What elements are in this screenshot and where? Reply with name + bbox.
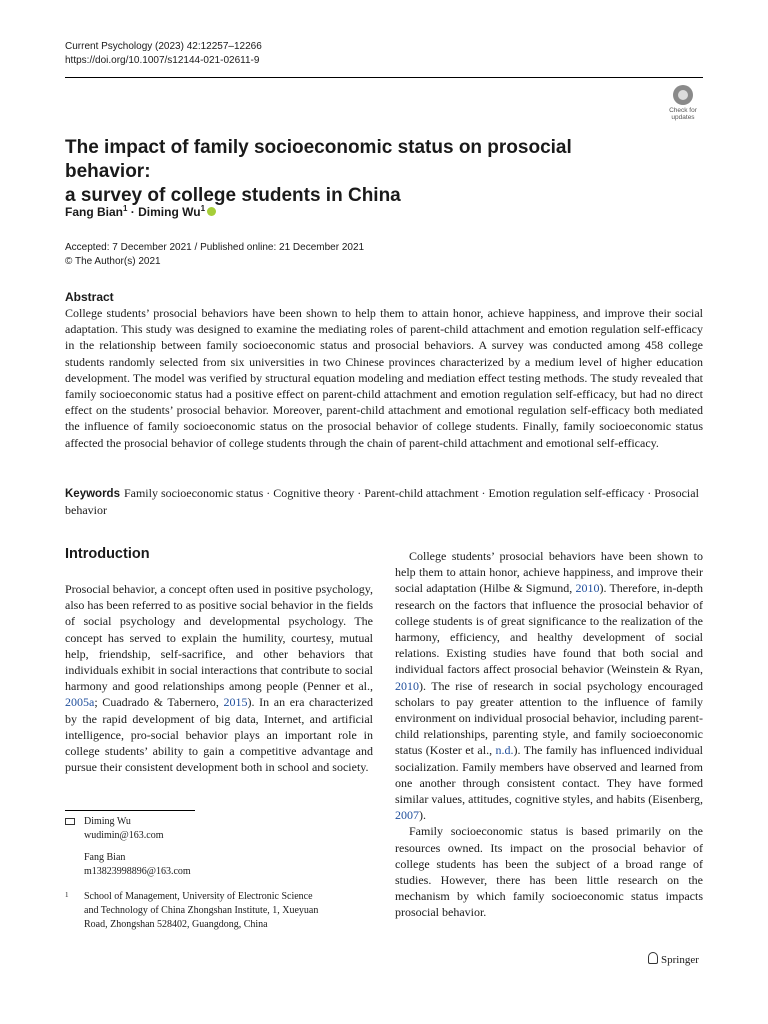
section-heading-introduction: Introduction bbox=[65, 546, 150, 562]
publisher-logo bbox=[648, 952, 699, 966]
author-name[interactable]: Diming Wu bbox=[138, 205, 201, 219]
header-divider bbox=[65, 77, 703, 78]
abstract-heading: Abstract bbox=[65, 290, 114, 304]
affiliation-marker: 1 bbox=[200, 204, 206, 213]
contact-name: Diming Wu bbox=[84, 816, 131, 827]
abstract-text: College students’ prosocial behaviors have been shown to help them to attain honor, achieve happiness, and improve their social adaptation. This study was designed to examine the mediating roles of parent-child attachment and emotion regulation self-efficacy in the relationship between family socioeconomic status and prosocial behaviors. A survey was conducted among 458 college students randomly selected from six universities in two Chinese provinces characterized by a medium level of higher education development. The model was verified by structural equation modeling and mediation effect testing methods. The study revealed that family socioeconomic status had a positive effect on parent-child attachment and emotion regulation self-efficacy, but had no direct effect on the students’ prosocial behavior. Moreover, parent-child attachment and emotional regulation self-efficacy both mediated the influence of family socioeconomic status on the prosocial behavior of college students. Finally, family socioeconomic status affected the prosocial behavior of college students through the chain of parent-child attachment and emotional self-efficacy. bbox=[65, 306, 703, 450]
citation-link[interactable]: 2005a bbox=[65, 695, 95, 710]
body-paragraph: College students’ prosocial behaviors have been shown to help them to attain honor, achieve happiness, and improve their social adaptation (Hilbe & Sigmund, 2010). Therefore, in-depth research on the factors that influence the prosocial behavior of college students is of great significance to the realization of the harmony, efficiency, and healthy development of social relations. Existing studies have found that both social and individual factors affect prosocial behavior (Weinstein & Ryan, 2010). The rise of research in social psychology encouraged scholars to pay greater attention to the influence of family environment on individual prosocial behavior, including parent-child relationships, parenting style, and family socioeconomic status (Koster et al., n.d.). The family has influenced individual socialization. Family members have observed and learned from one another through consistent contact. They have formed similar values, attitudes, cognitive styles, and habits (Eisenberg, 2007). bbox=[395, 549, 703, 823]
envelope-icon bbox=[65, 818, 75, 825]
affiliation-number: 1 bbox=[65, 891, 69, 899]
body-paragraph: Prosocial behavior, a concept often used in positive psychology, also has been referred to as positive social behavior in the fields of social psychology and developmental psychology. The concept has served to explain the humility, courtesy, mutual help, friendship, self-sacrifice, and other behaviors that individuals exhibit in social interactions that contribute to social harmony and good relationships among people (Penner et al., 2005a; Cuadrado & Tabernero, 2015). In an era characterized by the rapid development of big data, Internet, and artificial intelligence, pro-social behavior plays an important role in college students’ ability to gain a competitive advantage and pursue their consistent development both in school and society. bbox=[65, 582, 373, 775]
author-list bbox=[65, 204, 216, 219]
journal-header bbox=[65, 40, 262, 68]
keywords-label: Keywords bbox=[65, 488, 120, 500]
check-updates-icon bbox=[673, 85, 693, 105]
citation-link[interactable]: 2010 bbox=[395, 678, 419, 693]
check-updates-label: Check for updates bbox=[669, 107, 697, 121]
author-separator: · bbox=[127, 205, 139, 219]
springer-horse-icon bbox=[648, 952, 658, 964]
check-for-updates-button[interactable] bbox=[664, 84, 702, 124]
publication-info bbox=[65, 241, 364, 269]
keywords bbox=[65, 485, 703, 518]
contact-name: Fang Bian bbox=[84, 852, 126, 863]
keywords-text: Family socioeconomic status · Cognitive theory · Parent-child attachment · Emotion regulation self-efficacy · Prosocial behavior bbox=[65, 486, 699, 517]
author-name[interactable]: Fang Bian bbox=[65, 205, 124, 219]
doi-link[interactable]: https://doi.org/10.1007/s12144-021-02611-9 bbox=[65, 55, 260, 66]
affiliation-text: School of Management, University of Electronic Science and Technology of China Zhongshan Institute, 1, Xueyuan Road, Zhongshan 528402, Guangdong, China bbox=[84, 891, 319, 930]
right-column bbox=[395, 548, 703, 921]
citation-link[interactable]: 2010 bbox=[575, 581, 600, 596]
title-line-1: The impact of family socioeconomic status on prosocial behavior: bbox=[65, 137, 572, 182]
body-paragraph: Family socioeconomic status is based primarily on the resources owned. Its impact on the prosocial behavior of college students has been the subject of a broad range of studies. However, there has been little research on the mechanism by which family socioeconomic status impacts prosocial behavior. bbox=[395, 824, 703, 920]
citation-link[interactable]: n.d. bbox=[495, 743, 514, 758]
footnote-divider bbox=[65, 810, 195, 811]
orcid-icon[interactable] bbox=[207, 207, 216, 216]
correspondence-contacts bbox=[84, 815, 191, 879]
citation-link[interactable]: 2007 bbox=[395, 808, 419, 823]
journal-citation: Current Psychology (2023) 42:12257–12266 bbox=[65, 41, 262, 52]
copyright-notice: © The Author(s) 2021 bbox=[65, 256, 161, 267]
citation-link[interactable]: 2015 bbox=[223, 695, 248, 710]
contact-email[interactable]: wudimin@163.com bbox=[84, 830, 164, 841]
affiliation-marker: 1 bbox=[123, 204, 128, 213]
publication-dates: Accepted: 7 December 2021 / Published online: 21 December 2021 bbox=[65, 242, 365, 253]
article-title bbox=[65, 136, 645, 208]
publisher-name: Springer bbox=[661, 954, 699, 966]
title-line-2: a survey of college students in China bbox=[65, 185, 401, 206]
contact-email[interactable]: m13823998896@163.com bbox=[84, 866, 191, 877]
